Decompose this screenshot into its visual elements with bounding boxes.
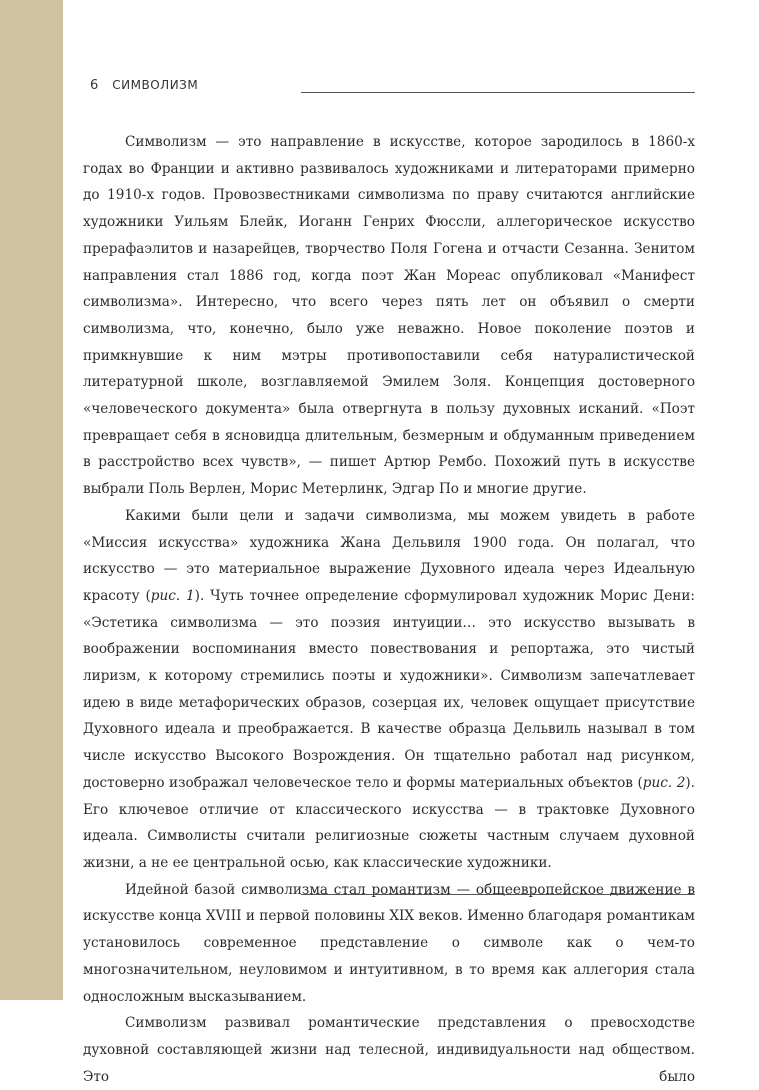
paragraph-2-text-c: ). Его ключевое отличие от классического искусства — в трактовке Духовного идеала. Символисты считали религиозные сюжеты частным случаем духовной жизни, а не ее центральной осью, как классические художники. bbox=[83, 774, 695, 871]
paragraph-2 bbox=[83, 503, 695, 877]
body-text bbox=[83, 129, 695, 1090]
paragraph-3: Идейной базой символизма стал романтизм — общеевропейское движение в искусстве конца XVIII и первой половины XIX веков. Именно благодаря романтикам установилось современное представление о символе как о чем-то многозначительном, неуловимом и интуитивном, в то время как аллегория стала однослoжным высказыванием. bbox=[83, 881, 695, 1005]
figure-ref-2: рис. 2 bbox=[642, 774, 686, 791]
header-rule bbox=[301, 92, 695, 93]
footer-rule bbox=[301, 894, 695, 895]
running-head bbox=[90, 78, 198, 93]
paragraph-2-text-a: Какими были цели и задачи символизма, мы можем увидеть в работе «Миссия искусства» художника Жана Дельвиля 1900 года. Он полагал, что искусство — это материальное выражение Духовного идеала через Идеальную красоту ( bbox=[83, 507, 695, 604]
section-title: СИМВОЛИЗМ bbox=[112, 78, 199, 92]
paragraph-4: Символизм развивал романтические представления о превосходстве духовной составляющей жизни над телесной, индивидуальности над обществом. Это было bbox=[83, 1015, 695, 1085]
paragraph-2-text-b: ). Чуть точнее определение сформулировал художник Морис Дени: «Эстетика символизма — это поэзия интуиции… это искусство вызывать в воображении воспоминания вместо повествования и репортажа, это чистый лиризм, к которому стремились поэты и художники». Символизм запечатлевает идею в виде метафорических образов, созерцая их, человек ощущает присутствие Духовного идеала и преображается. В качестве образца Дельвиль называл в том числе искусство Высокого Возрождения. Он тщательно работал над рисунком, достоверно изображал человеческое тело и формы материальных объектов ( bbox=[83, 587, 695, 791]
book-page bbox=[63, 0, 759, 1085]
page-edge-strip bbox=[0, 0, 63, 1000]
paragraph-1: Символизм — это направление в искусстве, которое зародилось в 1860-х годах во Франции и активно развивалось художниками и литераторами примерно до 1910-х годов. Провозвестниками символизма по праву считаются английские художники Уильям Блейк, Иоганн Генрих Фюссли, аллегорическое искусство прерафаэлитов и назарейцев, творчество Поля Гогена и отчасти Сезанна. Зенитом направления стал 1886 год, когда поэт Жан Мореас опубликовал «Манифест символизма». Интересно, что всего через пять лет он объявил о смерти символизма, что, конечно, было уже неважно. Новое поколение поэтов и примкнувшие к ним мэтры противопоставили себя натуралистической литературной школе, возглавляемой Эмилем Золя. Концепция достоверного «человеческого документа» была отвергнута в пользу духовных исканий. «Поэт превращает себя в ясновидца длительным, безмерным и обдуманным приведением в расстройство всех чувств», — пишет Артюр Рембо. Похожий путь в искусстве выбрали Поль Верлен, Морис Метерлинк, Эдгар По и многие другие. bbox=[83, 134, 695, 498]
figure-ref-1: рис. 1 bbox=[150, 587, 195, 604]
page-number: 6 bbox=[90, 78, 99, 93]
